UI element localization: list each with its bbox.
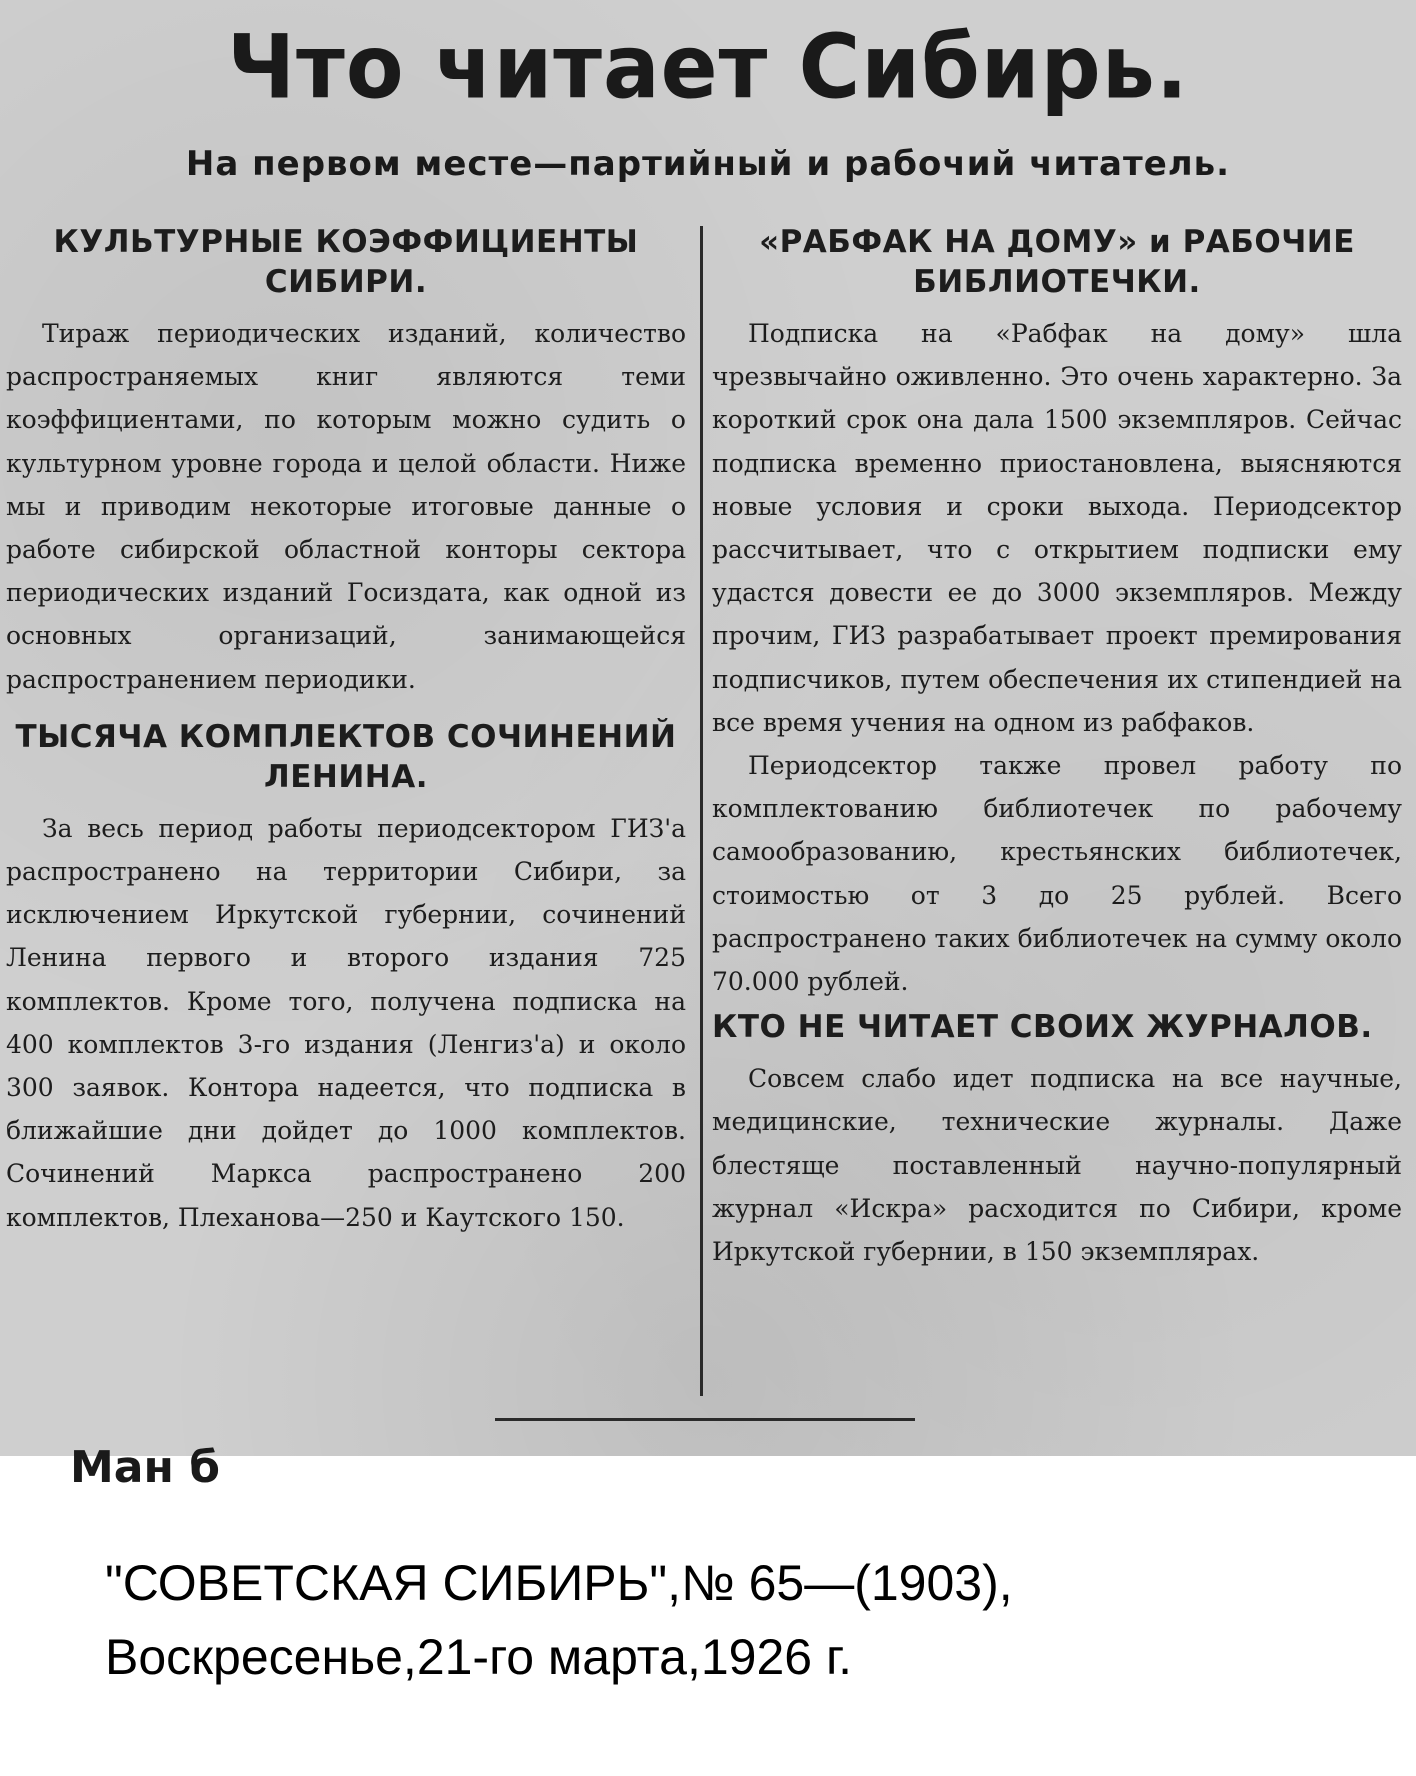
source-caption: [105, 1546, 1013, 1694]
section-body-rabfak-2: Периодсектор также провел работу по комплектованию библиотечек по рабочему самообразованию, крестьянских библиотечек, стоимостью от 3 до 25 рублей. Всего распространено таких библиотечек на сумму около 70.000 рублей.: [712, 751, 1402, 997]
column-divider: [700, 226, 703, 1396]
section-body-rabfak-1: Подписка на «Рабфак на дому» шла чрезвычайно оживленно. Это очень характерно. За короткий срок она дала 1500 экземпляров. Сейчас подписка временно приостановлена, выясняются новые условия и сроки выхода. Периодсектор рассчитывает, что с открытием подписки ему удастся довести ее до 3000 экземпляров. Между прочим, ГИЗ разрабатывает проект премирования подписчиков, путем обеспечения их стипендией на все время учения на одном из рабфаков.: [712, 319, 1402, 737]
left-column: [6, 222, 686, 1239]
caption-line-date: Воскресенье,21-го марта,1926 г.: [105, 1629, 852, 1685]
section-body-journals: Совсем слабо идет подписка на все научные, медицинские, технические журналы. Даже блестяще поставленный научно-популярный журнал «Искра» расходится по Сибири, кроме Иркутской губернии, в 150 экземплярах.: [712, 1064, 1402, 1267]
article-headline: Что читает Сибирь.: [227, 15, 1189, 119]
article-subheadline: На первом месте—партийный и рабочий читатель.: [185, 144, 1231, 184]
truncated-next-heading: Ман б: [70, 1442, 220, 1493]
section-title-journals: КТО НЕ ЧИТАЕТ СВОИХ ЖУРНАЛОВ.: [712, 1009, 1373, 1046]
section-body-lenin-sets: За весь период работы периодсектором ГИЗ'а распространено на территории Сибири, за исключением Иркутской губернии, сочинений Ленина первого и второго издания 725 комплектов. Кроме того, получена подписка на 400 комплектов 3-го издания (Ленгиз'а) и около 300 заявок. Контора надеется, что подписка в ближайшие дни дойдет до 1000 комплектов. Сочинений Маркса распространено 200 комплектов, Плеханова—250 и Каутского 150.: [6, 813, 686, 1232]
section-title-rabfak: «РАБФАК НА ДОМУ» и РАБОЧИЕ БИБЛИОТЕЧКИ.: [759, 224, 1355, 300]
section-title-cultural-coefficients: КУЛЬТУРНЫЕ КОЭФФИЦИЕНТЫ СИБИРИ.: [53, 224, 639, 300]
right-column: [712, 222, 1402, 1273]
section-title-lenin-sets: ТЫСЯЧА КОМПЛЕКТОВ СОЧИНЕНИЙ ЛЕНИНА.: [15, 718, 677, 795]
section-body-cultural-coefficients: Тираж периодических изданий, количество распространяемых книг являются теми коэффициентами, по которым можно судить о культурном уровне города и целой области. Ниже мы и приводим некоторые итоговые данные о работе сибирской областной конторы сектора периодических изданий Госиздата, как одной из основных организаций, занимающейся распространением периодики.: [6, 319, 686, 694]
caption-line-newspaper: "СОВЕТСКАЯ СИБИРЬ",№ 65—(1903),: [105, 1555, 1013, 1611]
bottom-rule: [495, 1418, 915, 1421]
